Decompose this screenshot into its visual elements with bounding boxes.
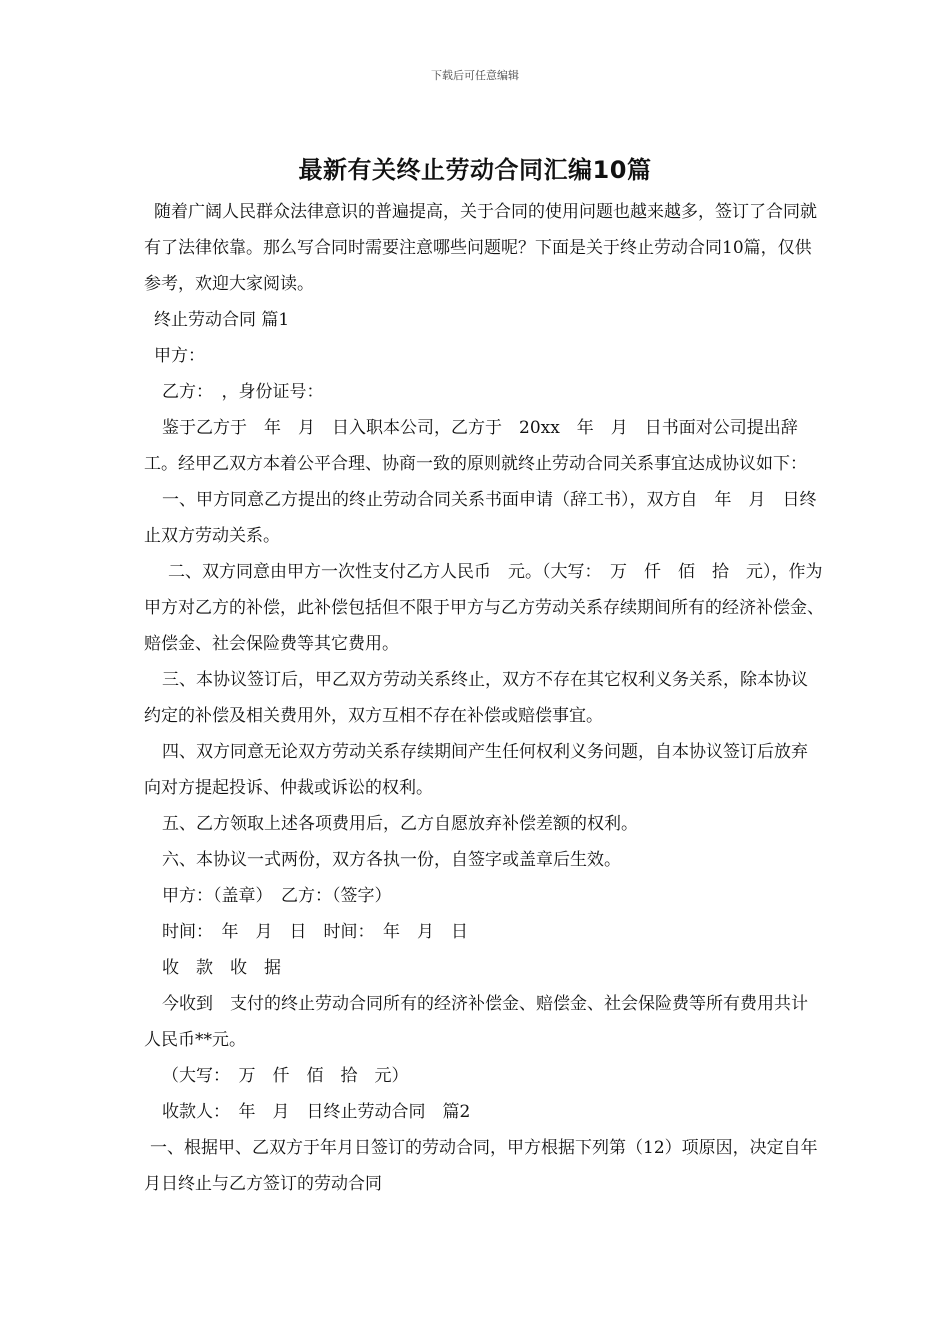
clause-2: 二、双方同意由甲方一次性支付乙方人民币 元。（大写： 万 仟 佰 拾 元），作为甲方对乙方的补偿，此补偿包括但不限于甲方与乙方劳动关系存续期间所有的经济补偿金、赔偿金、社会保险费等其它费用。 bbox=[144, 562, 824, 654]
clause-1: 一、甲方同意乙方提出的终止劳动合同关系书面申请（辞工书），双方自 年 月 日终止双方劳动关系。 bbox=[144, 490, 817, 546]
document-body bbox=[144, 194, 824, 1202]
receipt-heading: 收 款 收 据 bbox=[162, 958, 281, 978]
header-note: 下载后可任意编辑 bbox=[431, 69, 519, 82]
clause-6: 六、本协议一式两份，双方各执一份，自签字或盖章后生效。 bbox=[162, 850, 621, 870]
receipt-amount-words: （大写： 万 仟 佰 拾 元） bbox=[162, 1066, 409, 1086]
payee-line-and-section-heading-2: 收款人： 年 月 日终止劳动合同 篇2 bbox=[162, 1102, 471, 1122]
receipt-paragraph: 今收到 支付的终止劳动合同所有的经济补偿金、赔偿金、社会保险费等所有费用共计人民币**元。 bbox=[144, 994, 808, 1050]
intro-paragraph: 随着广阔人民群众法律意识的普遍提高，关于合同的使用问题也越来越多，签订了合同就有了法律依靠。那么写合同时需要注意哪些问题呢？下面是关于终止劳动合同10篇，仅供参考，欢迎大家阅读。 bbox=[144, 202, 817, 294]
document-title: 最新有关终止劳动合同汇编10篇 bbox=[298, 156, 652, 184]
section-heading-1: 终止劳动合同 篇1 bbox=[154, 310, 290, 330]
date-line: 时间： 年 月 日 时间： 年 月 日 bbox=[162, 922, 468, 942]
party-a-line: 甲方： bbox=[154, 346, 205, 366]
section-2-clause-1: 一、根据甲、乙双方于年月日签订的劳动合同，甲方根据下列第（12）项原因，决定自年月日终止与乙方签订的劳动合同 bbox=[144, 1138, 818, 1194]
party-b-line: 乙方： ，身份证号： bbox=[162, 382, 324, 402]
preamble-paragraph: 鉴于乙方于 年 月 日入职本公司，乙方于 20xx 年 月 日书面对公司提出辞工。经甲乙双方本着公平合理、协商一致的原则就终止劳动合同关系事宜达成协议如下： bbox=[144, 418, 807, 474]
clause-3: 三、本协议签订后，甲乙双方劳动关系终止，双方不存在其它权利义务关系，除本协议约定的补偿及相关费用外，双方互相不存在补偿或赔偿事宜。 bbox=[144, 670, 808, 726]
clause-4: 四、双方同意无论双方劳动关系存续期间产生任何权利义务问题，自本协议签订后放弃向对方提起投诉、仲裁或诉讼的权利。 bbox=[144, 742, 808, 798]
signature-line: 甲方：（盖章） 乙方：（签字） bbox=[162, 886, 392, 906]
clause-5: 五、乙方领取上述各项费用后，乙方自愿放弃补偿差额的权利。 bbox=[162, 814, 638, 834]
